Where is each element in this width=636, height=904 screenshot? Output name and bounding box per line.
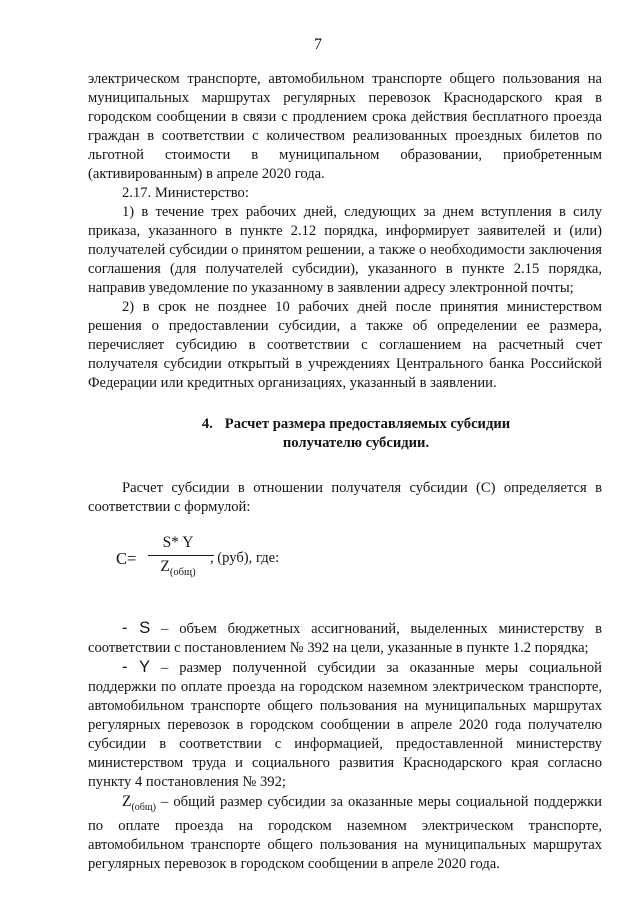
symbol-z: $Z_{(общ)}$ [122,793,156,814]
section-number: 4. [201,416,213,432]
document-body [88,70,602,874]
formula-lhs: С= [116,549,137,568]
paragraph-continuation: электрическом транспорте, автомобильном транспорте общего пользования на муниципальных маршрутах регулярных перевозок Краснодарского края в городском сообщении в связи с продлением срока действия бесплатного проезда граждан в соответствии с количеством реализованных проездных билетов по льготной стоимости в муниципальном образовании, приобретенным (активированным) в апреле 2020 года. [88,71,602,182]
symbol-s: - S [122,619,151,637]
section-title-line2: получателю субсидии. [282,435,430,451]
clause-item-1: 1) в течение трех рабочих дней, следующих за днем вступления в силу приказа, указанного в пункте 2.12 порядка, информирует заявителей и (или) получателей субсидии о принятом решении, а также о необходимости заключения соглашения (для получателей субсидии), указанного в пункте 2.15 порядка, направив уведомление по указанному в заявлении адресу электронной почты; [88,204,602,296]
section-heading [88,415,602,453]
formula-intro: Расчет субсидии в отношении получателя субсидии (С) определяется в соответствии с формулой: [88,480,602,515]
definition-y: - Y – размер полученной субсидии за оказанные меры социальной поддержки по оплате проезда на городском наземном электрическом транспорте, автомобильном транспорте общего пользования на муниципальных маршрутах регулярных перевозок в городском сообщении в апреле 2020 года получателю субсидии в соответствии с информацией, предоставленной министерству министерством труда и социального развития Краснодарского края согласно пункту 4 постановления № 392; [88,658,602,790]
symbol-y: - Y [122,658,151,676]
formula [88,533,602,593]
formula-fraction [150,533,206,584]
clause-item-2: 2) в срок не позднее 10 рабочих дней после принятия министерством решения о предоставлении субсидии, а также об определении ее размера, перечисляет субсидию в соответствии с соглашением на расчетный счет получателя субсидии открытый в учреждениях Центрального банка Российской Федерации или кредитных организациях, указанный в заявлении. [88,299,602,391]
formula-suffix: , (руб), где: [210,550,280,566]
definition-z: $Z_{(общ)}$ – общий размер субсидии за оказанные меры социальной поддержки по оплате проезда на городском наземном электрическом транспорте, автомобильном транспорте общего пользования на муниципальных маршрутах регулярных перевозок в городском сообщении в апреле 2020 года. [88,793,602,873]
formula-denominator: $Z_{(общ)}$ [160,558,196,579]
section-title-line1: Расчет размера предоставляемых субсидии [224,416,511,432]
page-number: 7 [314,36,322,53]
formula-numerator: S* Y [162,534,194,551]
clause-2-17: 2.17. Министерство: [122,185,249,201]
definition-s: - S – объем бюджетных ассигнований, выделенных министерству в соответствии с постановлением № 392 на цели, указанные в пункте 1.2 порядка; [88,619,602,656]
